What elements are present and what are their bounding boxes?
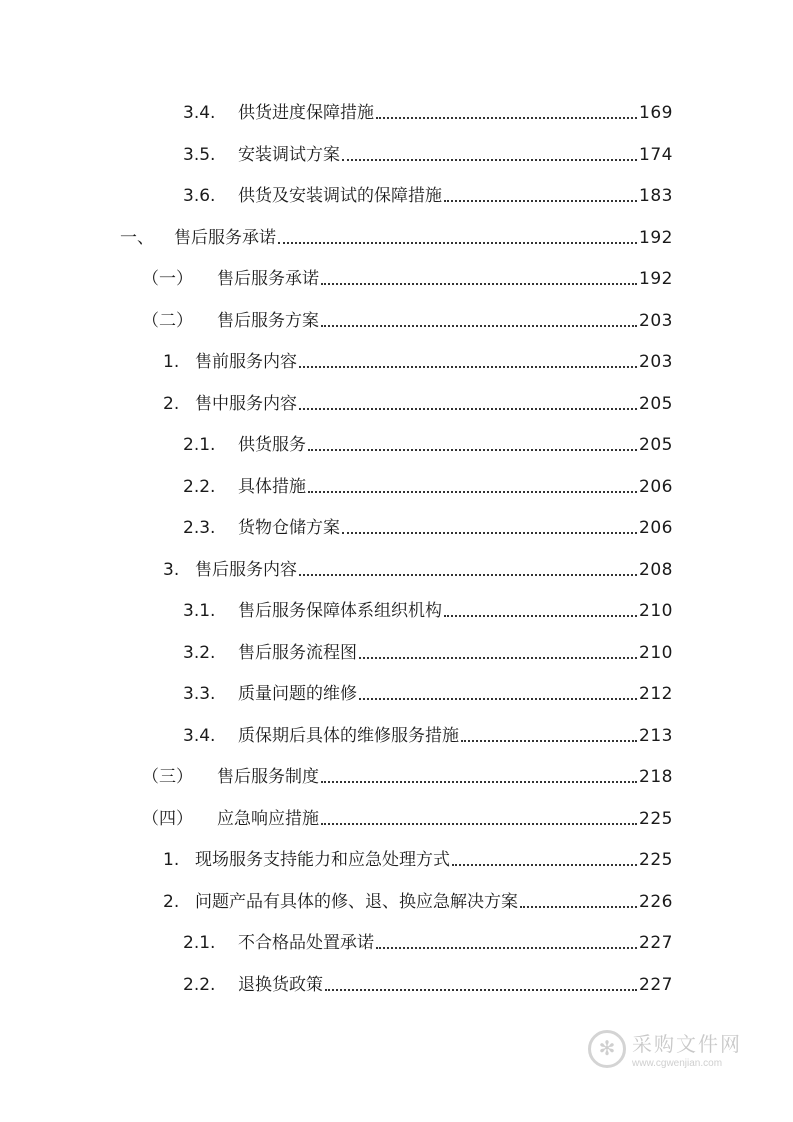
toc-entry-title: 现场服务支持能力和应急处理方式 bbox=[195, 850, 450, 870]
toc-entry-page: 213 bbox=[639, 726, 673, 746]
toc-entry-title: 售后服务保障体系组织机构 bbox=[238, 601, 442, 621]
toc-entry[interactable] bbox=[163, 345, 673, 373]
toc-entry-number: 1. bbox=[163, 352, 180, 372]
toc-entry-title: 售后服务承诺 bbox=[217, 269, 319, 289]
toc-leader-dots bbox=[325, 989, 637, 991]
toc-leader-dots bbox=[452, 864, 637, 866]
toc-entry[interactable] bbox=[183, 636, 673, 664]
toc-leader-dots bbox=[444, 615, 637, 617]
toc-leader-dots bbox=[308, 491, 637, 493]
toc-entry-number: 2. bbox=[163, 892, 180, 912]
toc-leader-dots bbox=[278, 242, 637, 244]
toc-leader-dots bbox=[376, 117, 637, 119]
toc-entry-title: 应急响应措施 bbox=[217, 809, 319, 829]
toc-leader-dots bbox=[520, 906, 637, 908]
toc-entry-number: 3. bbox=[163, 560, 180, 580]
toc-entry-title: 售中服务内容 bbox=[195, 394, 297, 414]
toc-entry-page: 227 bbox=[639, 933, 673, 953]
toc-entry[interactable] bbox=[120, 221, 673, 249]
toc-entry[interactable] bbox=[183, 511, 673, 539]
toc-entry-number: 3.3. bbox=[183, 684, 216, 704]
watermark-logo-icon: ✻ bbox=[588, 1030, 626, 1068]
toc-entry[interactable] bbox=[183, 96, 673, 124]
toc-entry-title: 问题产品有具体的修、退、换应急解决方案 bbox=[195, 892, 518, 912]
watermark-text bbox=[632, 1028, 742, 1069]
toc-entry[interactable] bbox=[183, 138, 673, 166]
toc-entry-title: 售前服务内容 bbox=[195, 352, 297, 372]
toc-entry-title: 供货及安装调试的保障措施 bbox=[238, 186, 442, 206]
toc-entry[interactable] bbox=[142, 262, 673, 290]
toc-entry[interactable] bbox=[142, 304, 673, 332]
toc-leader-dots bbox=[308, 449, 637, 451]
toc-entry-number: 2. bbox=[163, 394, 180, 414]
toc-entry-page: 203 bbox=[639, 352, 673, 372]
toc-entry-page: 210 bbox=[639, 643, 673, 663]
toc-entry-page: 226 bbox=[639, 892, 673, 912]
toc-entry-number: 3.6. bbox=[183, 186, 216, 206]
toc-entry-number: 3.2. bbox=[183, 643, 216, 663]
toc-leader-dots bbox=[321, 781, 637, 783]
toc-leader-dots bbox=[321, 283, 637, 285]
toc-entry-number: 2.1. bbox=[183, 435, 216, 455]
toc-entry-number: 3.4. bbox=[183, 103, 216, 123]
watermark bbox=[588, 1028, 742, 1069]
toc-leader-dots bbox=[299, 366, 637, 368]
toc-entry-page: 203 bbox=[639, 311, 673, 331]
toc-entry-page: 208 bbox=[639, 560, 673, 580]
toc-entry-number: 1. bbox=[163, 850, 180, 870]
toc-entry[interactable] bbox=[183, 470, 673, 498]
toc-entry-number: 3.4. bbox=[183, 726, 216, 746]
toc-entry-page: 205 bbox=[639, 435, 673, 455]
toc-entry-title: 不合格品处置承诺 bbox=[238, 933, 374, 953]
toc-entry-title: 退换货政策 bbox=[238, 975, 323, 995]
toc-entry-page: 227 bbox=[639, 975, 673, 995]
toc-entry-number: （三） bbox=[142, 767, 193, 787]
toc-entry-page: 212 bbox=[639, 684, 673, 704]
toc-entry-number: 2.1. bbox=[183, 933, 216, 953]
toc-entry-number: 2.2. bbox=[183, 975, 216, 995]
toc-entry[interactable] bbox=[183, 594, 673, 622]
toc-entry-title: 质保期后具体的维修服务措施 bbox=[238, 726, 459, 746]
toc-entry-title: 售后服务承诺 bbox=[174, 228, 276, 248]
toc-entry-page: 183 bbox=[639, 186, 673, 206]
toc-entry-page: 192 bbox=[639, 228, 673, 248]
toc-leader-dots bbox=[321, 325, 637, 327]
toc-entry-title: 质量问题的维修 bbox=[238, 684, 357, 704]
toc-entry-number: 3.5. bbox=[183, 145, 216, 165]
toc-entry[interactable] bbox=[183, 428, 673, 456]
toc-entry-title: 货物仓储方案 bbox=[238, 518, 340, 538]
toc-entry-title: 售后服务流程图 bbox=[238, 643, 357, 663]
toc-entry[interactable] bbox=[183, 677, 673, 705]
toc-entry-page: 169 bbox=[639, 103, 673, 123]
toc-entry-page: 225 bbox=[639, 850, 673, 870]
toc-entry-title: 售后服务内容 bbox=[195, 560, 297, 580]
toc-entry-number: 3.1. bbox=[183, 601, 216, 621]
toc-entry-title: 供货服务 bbox=[238, 435, 306, 455]
toc-entry-number: 2.3. bbox=[183, 518, 216, 538]
toc-leader-dots bbox=[359, 698, 637, 700]
toc-entry-page: 205 bbox=[639, 394, 673, 414]
toc-entry-page: 192 bbox=[639, 269, 673, 289]
toc-entry-number: （四） bbox=[142, 809, 193, 829]
toc-entry-title: 安装调试方案 bbox=[238, 145, 340, 165]
toc-leader-dots bbox=[461, 740, 637, 742]
toc-entry-number: （一） bbox=[142, 269, 193, 289]
watermark-url: www.cgwenjian.com bbox=[632, 1058, 723, 1069]
toc-entry-title: 售后服务制度 bbox=[217, 767, 319, 787]
toc-leader-dots bbox=[321, 823, 637, 825]
toc-entry[interactable] bbox=[163, 885, 673, 913]
toc-entry-page: 206 bbox=[639, 477, 673, 497]
toc-entry[interactable] bbox=[163, 843, 673, 871]
toc-entry[interactable] bbox=[183, 719, 673, 747]
toc-entry[interactable] bbox=[183, 179, 673, 207]
toc-leader-dots bbox=[376, 947, 637, 949]
toc-entry-number: 2.2. bbox=[183, 477, 216, 497]
toc-leader-dots bbox=[342, 159, 637, 161]
toc-entry[interactable] bbox=[183, 926, 673, 954]
toc-leader-dots bbox=[444, 200, 637, 202]
toc-entry-title: 售后服务方案 bbox=[217, 311, 319, 331]
toc-entry[interactable] bbox=[142, 760, 673, 788]
toc-entry-number: 一、 bbox=[120, 228, 154, 248]
toc-entry[interactable] bbox=[163, 553, 673, 581]
toc-entry-title: 具体措施 bbox=[238, 477, 306, 497]
watermark-site-name: 采购文件网 bbox=[632, 1032, 742, 1056]
toc-entry-number: （二） bbox=[142, 311, 193, 331]
toc-entry-page: 206 bbox=[639, 518, 673, 538]
toc-leader-dots bbox=[342, 532, 637, 534]
toc-entry-page: 225 bbox=[639, 809, 673, 829]
toc-entry-title: 供货进度保障措施 bbox=[238, 103, 374, 123]
toc-entry[interactable] bbox=[163, 387, 673, 415]
toc-entry-page: 174 bbox=[639, 145, 673, 165]
toc-entry-page: 210 bbox=[639, 601, 673, 621]
toc-leader-dots bbox=[299, 574, 637, 576]
toc-leader-dots bbox=[299, 408, 637, 410]
toc-entry-page: 218 bbox=[639, 767, 673, 787]
toc-leader-dots bbox=[359, 657, 637, 659]
toc-entry[interactable] bbox=[142, 802, 673, 830]
toc-entry[interactable] bbox=[183, 968, 673, 996]
